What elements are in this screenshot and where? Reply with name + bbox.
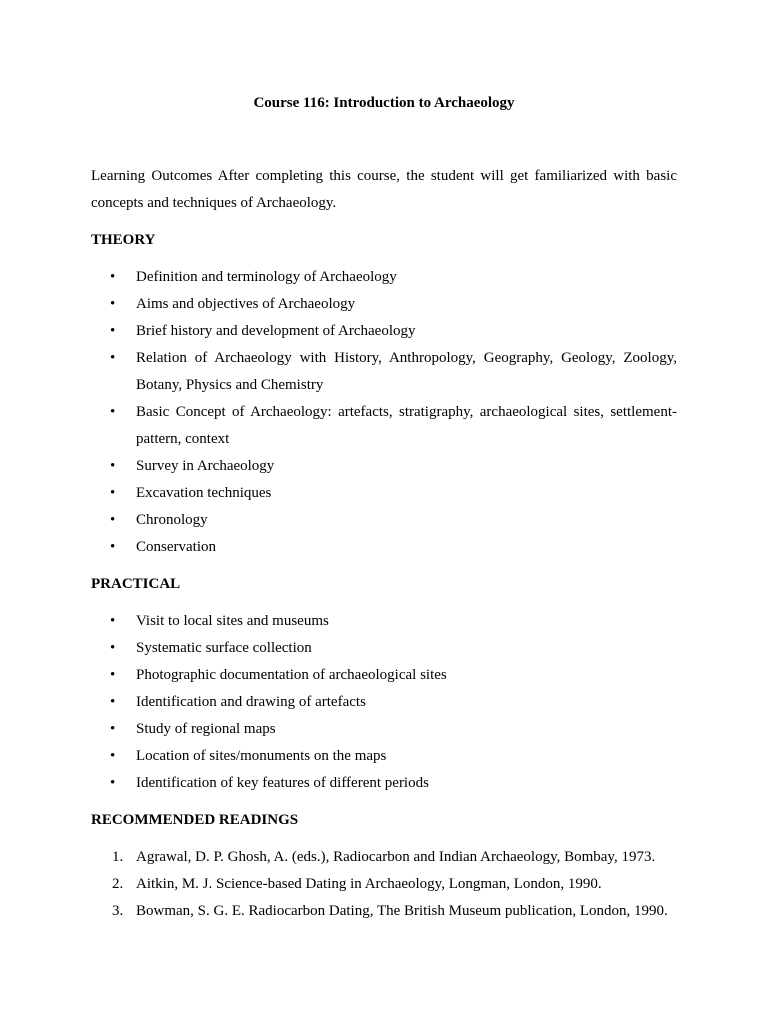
practical-list: [91, 608, 677, 797]
bullet-icon: •: [110, 694, 116, 710]
bullet-icon: •: [110, 721, 116, 737]
bullet-icon: •: [110, 748, 116, 764]
learning-outcomes-paragraph: Learning Outcomes After completing this course, the student will get familiarized with basic concepts and techniques of Archaeology.: [91, 168, 677, 211]
readings-heading: RECOMMENDED READINGS: [91, 812, 299, 828]
theory-item: • Brief history and development of Archaeology: [91, 318, 677, 345]
bullet-icon: •: [110, 323, 116, 339]
bullet-icon: •: [110, 404, 116, 420]
course-title: Course 116: Introduction to Archaeology: [253, 95, 515, 111]
bullet-icon: •: [110, 458, 116, 474]
bullet-icon: •: [110, 512, 116, 528]
theory-item: • Relation of Archaeology with History, Anthropology, Geography, Geology, Zoology, Botany, Physics and Chemistry: [91, 345, 677, 399]
practical-item: • Study of regional maps: [91, 716, 677, 743]
practical-item: • Photographic documentation of archaeological sites: [91, 662, 677, 689]
bullet-icon: •: [110, 350, 116, 366]
theory-item: • Basic Concept of Archaeology: artefacts, stratigraphy, archaeological sites, settlement-pattern, context: [91, 399, 677, 453]
bullet-icon: •: [110, 269, 116, 285]
bullet-icon: •: [110, 775, 116, 791]
readings-list: [91, 844, 677, 925]
reading-number: 3.: [112, 903, 124, 919]
theory-list: [91, 264, 677, 561]
practical-heading: PRACTICAL: [91, 576, 181, 592]
practical-item: • Identification and drawing of artefacts: [91, 689, 677, 716]
bullet-icon: •: [110, 539, 116, 555]
theory-item: • Conservation: [91, 534, 677, 561]
practical-item: • Identification of key features of different periods: [91, 770, 677, 797]
theory-item: • Chronology: [91, 507, 677, 534]
reading-number: 1.: [112, 849, 124, 865]
bullet-icon: •: [110, 613, 116, 629]
bullet-icon: •: [110, 296, 116, 312]
document-body: [91, 163, 677, 925]
reading-number: 2.: [112, 876, 124, 892]
practical-item: • Location of sites/monuments on the maps: [91, 743, 677, 770]
reading-item: 1. Agrawal, D. P. Ghosh, A. (eds.), Radiocarbon and Indian Archaeology, Bombay, 1973.: [91, 844, 677, 871]
theory-item: • Survey in Archaeology: [91, 453, 677, 480]
bullet-icon: •: [110, 640, 116, 656]
theory-item: • Aims and objectives of Archaeology: [91, 291, 677, 318]
practical-item: • Visit to local sites and museums: [91, 608, 677, 635]
theory-item: • Definition and terminology of Archaeology: [91, 264, 677, 291]
reading-item: 2. Aitkin, M. J. Science-based Dating in Archaeology, Longman, London, 1990.: [91, 871, 677, 898]
bullet-icon: •: [110, 485, 116, 501]
practical-item: • Systematic surface collection: [91, 635, 677, 662]
bullet-icon: •: [110, 667, 116, 683]
theory-heading: THEORY: [91, 232, 156, 248]
theory-item: • Excavation techniques: [91, 480, 677, 507]
reading-item: 3. Bowman, S. G. E. Radiocarbon Dating, The British Museum publication, London, 1990.: [91, 898, 677, 925]
